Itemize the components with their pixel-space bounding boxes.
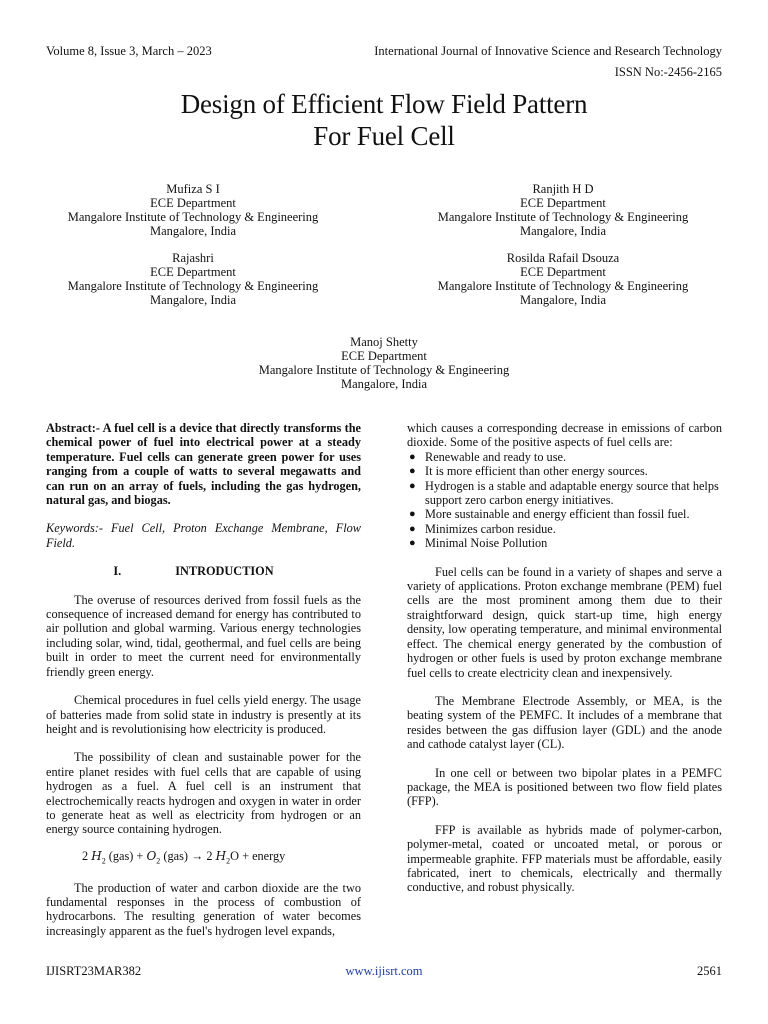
eq-text: (gas) + [108, 848, 144, 863]
paper-code: IJISRT23MAR382 [46, 964, 142, 978]
author-block [403, 251, 723, 307]
paragraph: The Membrane Electrode Assembly, or MEA, is the beating system of the PEMFC. It includes of a membrane that resides between the gas diffusion layer (GDL) and the anode and cathode catalyst layer (CL). [407, 693, 722, 752]
list-item-text: Minimal Noise Pollution [425, 536, 548, 551]
list-item [407, 536, 722, 550]
author-block [33, 182, 353, 238]
list-item-text: Minimizes carbon residue. [425, 521, 556, 536]
author-institute: Mangalore Institute of Technology & Engineering [67, 210, 319, 224]
paragraph: which causes a corresponding decrease in emissions of carbon dioxide. Some of the positive aspects of fuel cells are: [407, 421, 722, 450]
section-number: I. [113, 564, 122, 579]
eq-text: (gas) → 2 [163, 848, 213, 863]
author-name: Manoj Shetty [350, 335, 418, 349]
list-item-text: It is more efficient than other energy sources. [425, 464, 648, 479]
author-name: Ranjith H D [532, 182, 594, 196]
author-institute: Mangalore Institute of Technology & Engineering [258, 363, 510, 377]
abstract: Abstract:- A fuel cell is a device that directly transforms the chemical power of fuel into electrical power at a steady temperature. Fuel cells can generate green power for uses ranging from a couple of watts to several megawatts and can run on an array of fuels, including the gas hydrogen, natural gas, and biogas. [46, 421, 361, 508]
eq-text: O + energy [230, 848, 286, 863]
bullet-icon: ● [409, 450, 416, 463]
eq-coef: 2 [82, 848, 89, 863]
eq-hydrogen: H [215, 848, 227, 863]
paragraph: The overuse of resources derived from fossil fuels as the consequence of increased demand for energy has contributed to air pollution and global warming. Various energy technologies including solar, wind, tidal, geothermal, and fuel cells are being built in order to meet the current need for environmentally friendly green energy. [46, 592, 361, 679]
issn: ISSN No:-2456-2165 [614, 65, 722, 79]
list-item-text: Hydrogen is a stable and adaptable energy source that helps support zero carbon energy initiatives. [425, 478, 719, 508]
left-column [46, 421, 361, 938]
keywords-text: :- Fuel Cell, Proton Exchange Membrane, Flow Field. [46, 521, 361, 550]
author-block [33, 251, 353, 307]
author-location: Mangalore, India [149, 293, 237, 307]
paragraph: In one cell or between two bipolar plates in a PEMFC package, the MEA is positioned between two flow field plates (FFP). [407, 765, 722, 809]
list-item [407, 507, 722, 521]
paragraph: Fuel cells can be found in a variety of shapes and serve a variety of applications. Proton exchange membrane (PEM) fuel cells are the most prominent among them due to their straightforward design, quick start-up time, high energy density, low operating temperature, and minimal environmental effect. The chemical energy generated by the combustion of hydrogen or other fuels is used by proton exchange membrane fuel cells to create electricity clean and inexpensively. [407, 564, 722, 680]
page-number: 2561 [697, 964, 722, 978]
author-location: Mangalore, India [149, 224, 237, 238]
author-dept: ECE Department [150, 196, 236, 210]
eq-oxygen: O [146, 848, 157, 863]
author-dept: ECE Department [520, 196, 606, 210]
paragraph: FFP is available as hybrids made of polymer-carbon, polymer-metal, coated or uncoated metal, or porous or impermeable graphite. FFP materials must be affordable, easily fabricated, inert to chemicals, electrically and thermally conductive, and robust physically. [407, 822, 722, 895]
equation [82, 849, 361, 869]
list-item-text: More sustainable and energy efficient than fossil fuel. [425, 507, 690, 522]
paragraph: The production of water and carbon dioxide are the two fundamental responses in the process of combustion of hydrocarbons. The resulting generation of water becomes increasingly apparent as the fuel's hydrogen level expands, [46, 880, 361, 938]
journal-name: International Journal of Innovative Science and Research Technology [374, 44, 722, 58]
list-item [407, 464, 722, 478]
author-institute: Mangalore Institute of Technology & Engineering [437, 210, 689, 224]
list-item-text: Renewable and ready to use. [425, 449, 567, 464]
section-heading [46, 564, 361, 578]
paragraph: Chemical procedures in fuel cells yield energy. The usage of batteries made from solid state in industry is presently at its height and is revolutionising how electricity is produced. [46, 693, 361, 736]
author-location: Mangalore, India [340, 377, 428, 391]
bullet-icon: ● [409, 537, 416, 550]
eq-sub: 2 [226, 856, 231, 866]
eq-sub: 2 [156, 856, 161, 866]
author-institute: Mangalore Institute of Technology & Engineering [437, 279, 689, 293]
author-dept: ECE Department [341, 349, 427, 363]
bullet-icon: ● [409, 479, 416, 492]
journal-link[interactable]: www.ijisrt.com [345, 964, 423, 978]
list-item [407, 450, 722, 464]
author-dept: ECE Department [150, 265, 236, 279]
author-name: Rajashri [172, 251, 214, 265]
volume-issue: Volume 8, Issue 3, March – 2023 [46, 44, 212, 58]
author-name: Mufiza S I [166, 182, 220, 196]
bullet-icon: ● [409, 522, 416, 535]
author-block [224, 335, 544, 391]
right-column [407, 421, 722, 895]
section-title: INTRODUCTION [175, 564, 274, 579]
author-location: Mangalore, India [519, 224, 607, 238]
benefits-list [407, 450, 722, 551]
paragraph: The possibility of clean and sustainable power for the entire planet resides with fuel cells that are capable of using hydrogen as a fuel. A fuel cell is an instrument that electrochemically reacts hydrogen and oxygen in water in order to generate heat as well as electricity from hydrogen or an energy source containing hydrogen. [46, 750, 361, 837]
eq-hydrogen: H [91, 848, 102, 863]
list-item [407, 522, 722, 536]
title-line-2: For Fuel Cell [313, 121, 455, 151]
paper-title [0, 88, 768, 152]
author-name: Rosilda Rafail Dsouza [506, 251, 620, 265]
bullet-icon: ● [409, 465, 416, 478]
author-location: Mangalore, India [519, 293, 607, 307]
title-line-1: Design of Efficient Flow Field Pattern [180, 89, 588, 119]
eq-sub: 2 [101, 856, 106, 866]
keywords-label: Keywords [46, 521, 95, 536]
bullet-icon: ● [409, 508, 416, 521]
list-item [407, 479, 722, 508]
keywords [46, 521, 361, 550]
author-institute: Mangalore Institute of Technology & Engineering [67, 279, 319, 293]
author-dept: ECE Department [520, 265, 606, 279]
author-block [403, 182, 723, 238]
